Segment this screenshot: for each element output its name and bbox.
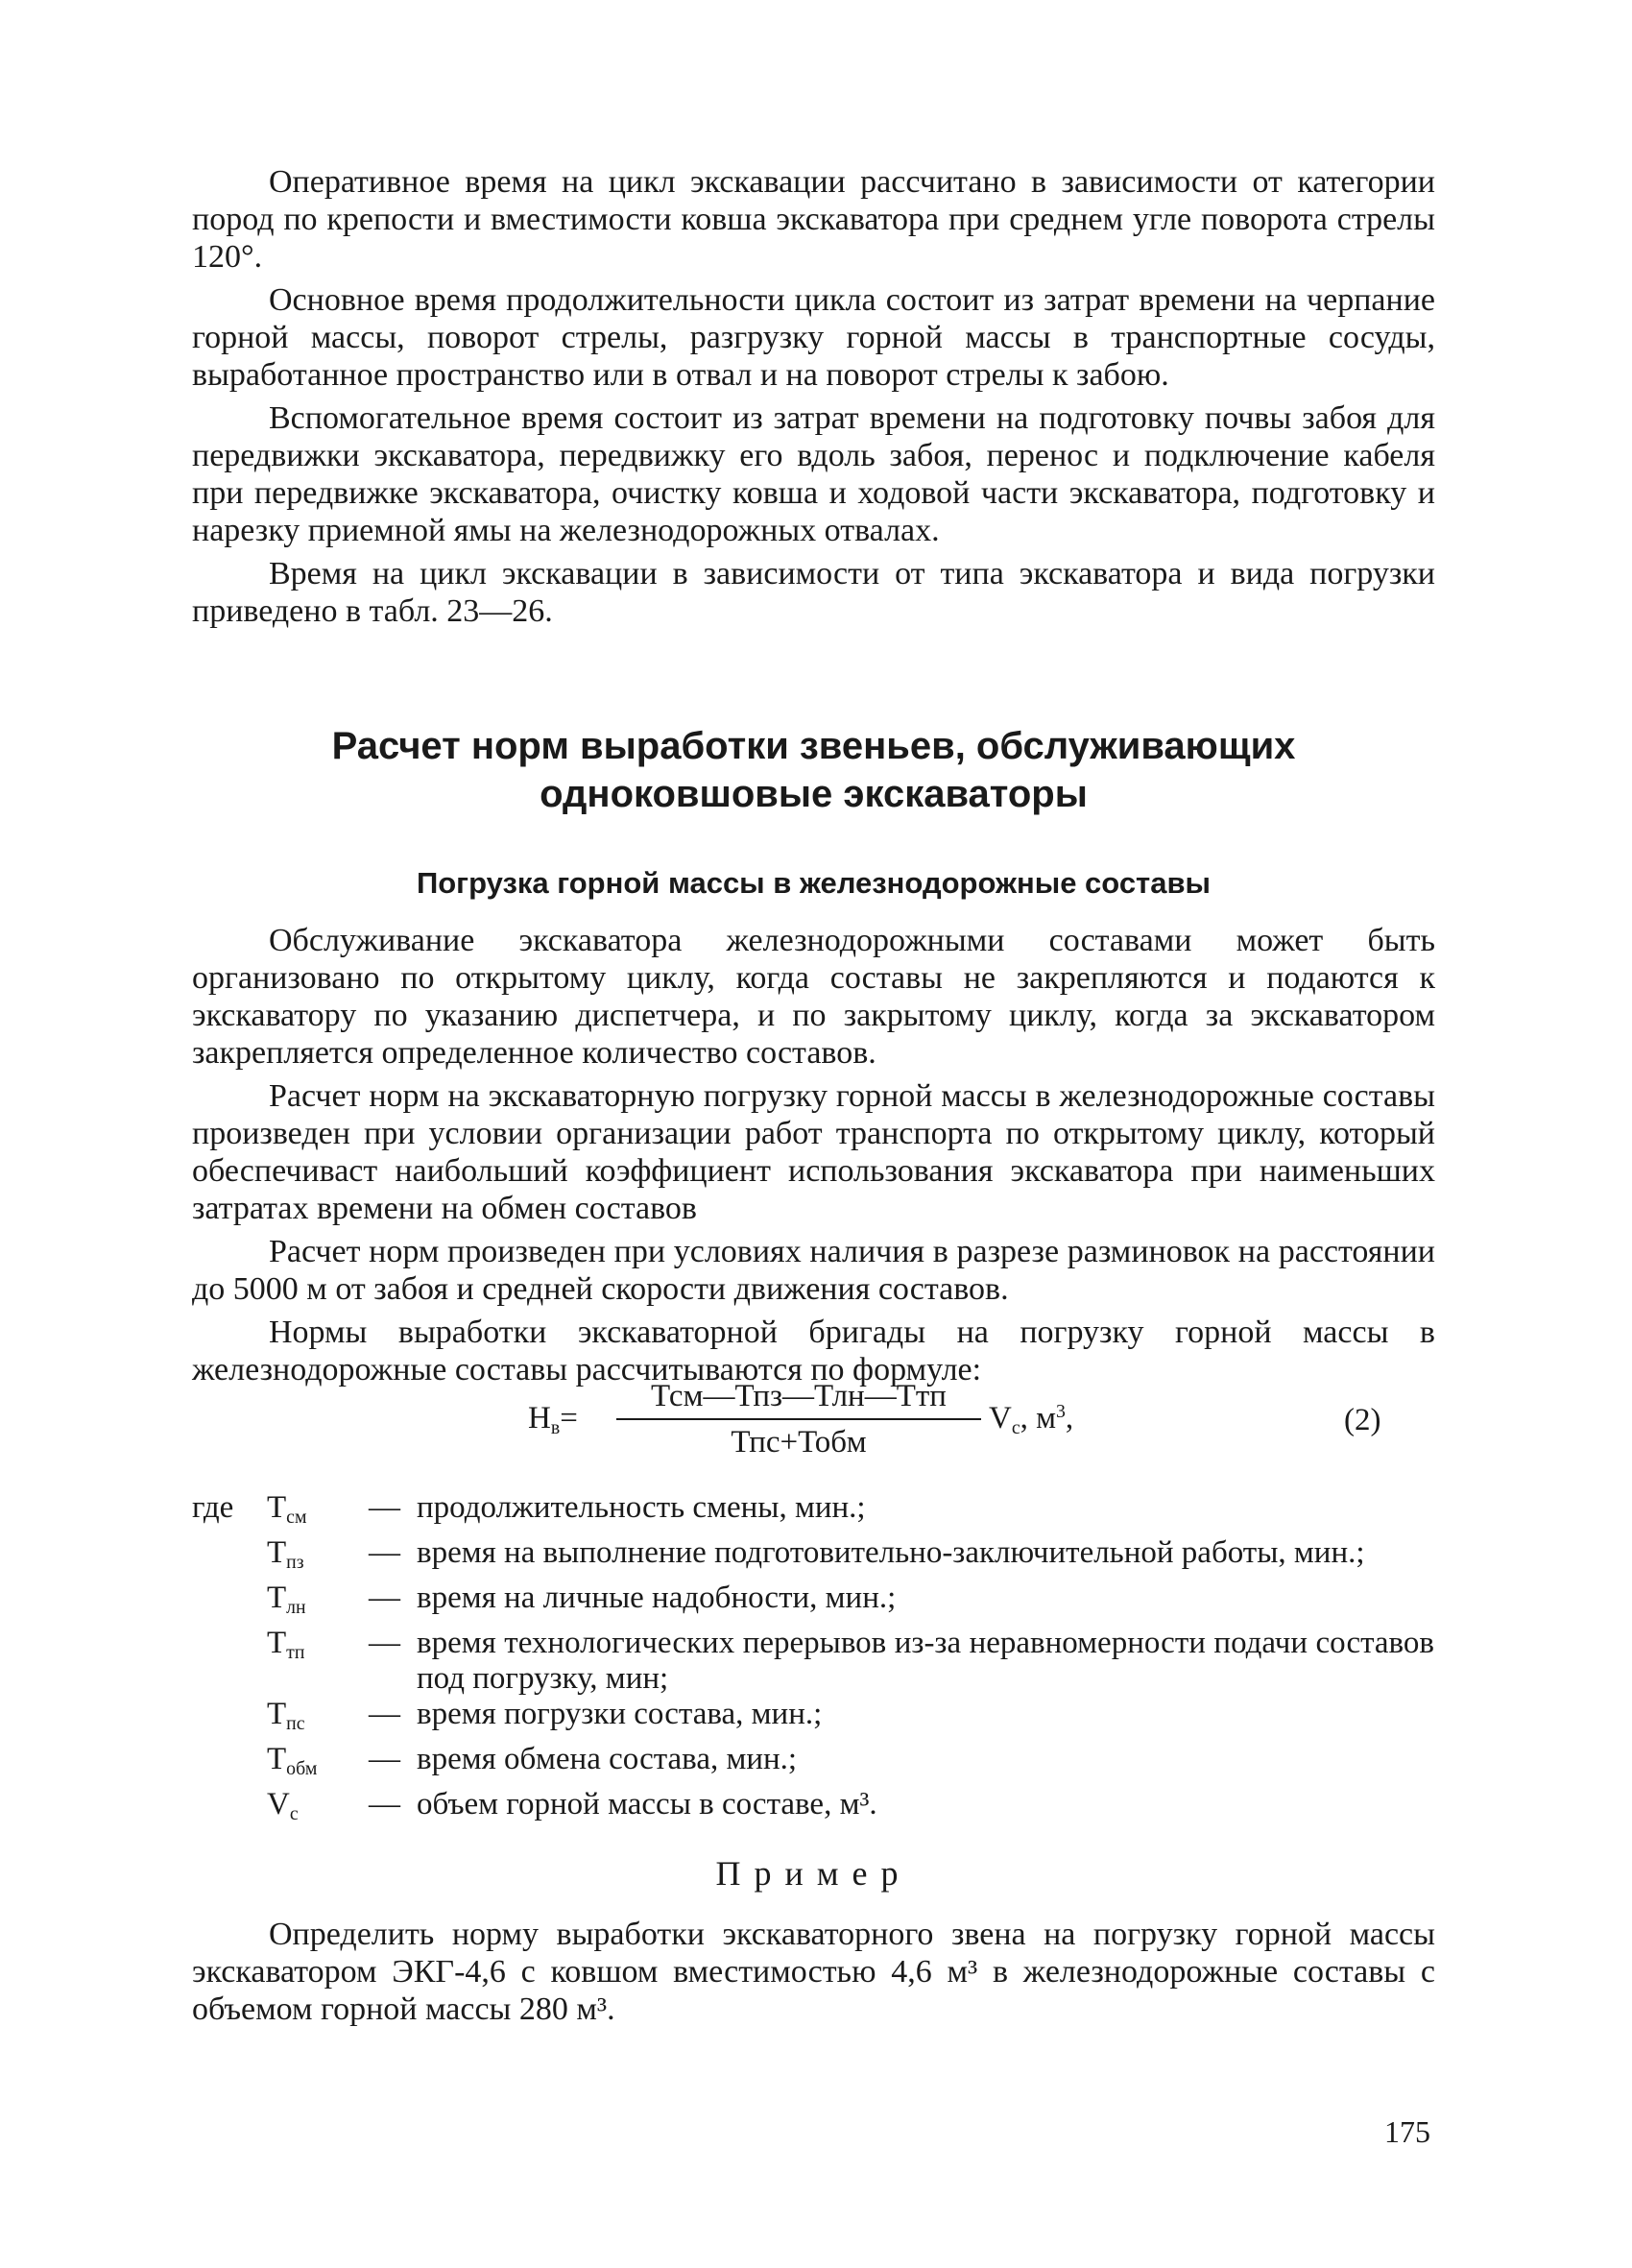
- paragraph: Обслуживание экскаватора железнодорожными составами может быть организовано по открытому циклу, когда составы не закрепляются и подаются к экскаватору по указанию диспетчера, и по закрытому циклу, когда за экскаватором закрепляется определенное количество составов.: [192, 923, 1435, 1071]
- definition-item: $Т_{тп}$ — время технологических перерывов из-за неравномерности подачи составов под погрузку, мин;: [267, 1625, 1434, 1696]
- paragraph: Расчет норм на экскаваторную погрузку горной массы в железнодорожные составы произведен при условии организации работ транспорта по открытому циклу, который обеспечиваст наибольший коэффициент использования экскаватора при наименьших затратах времени на обмен составов: [192, 1078, 1435, 1226]
- definition-symbol: $Т_{тп}$: [267, 1625, 305, 1663]
- intro-block: [192, 163, 1435, 630]
- definition-item: $Т_{обм}$ — время обмена состава, мин.;: [192, 1742, 1440, 1787]
- definition-item: где $Т_{см}$ — продолжительность смены, мин.;: [192, 1490, 1440, 1535]
- page-number: 175: [1384, 2114, 1430, 2149]
- definition-symbol: $Т_{пз}$: [267, 1534, 304, 1573]
- definitions-list: [192, 1490, 1440, 1832]
- definition-symbol: $Т_{см}$: [267, 1490, 307, 1528]
- formula: [528, 1378, 1392, 1460]
- definition-item: $Т_{пз}$ — время на выполнение подготовительно-заключительной работы, мин.;: [192, 1535, 1440, 1580]
- definition-symbol: $Т_{обм}$: [267, 1741, 318, 1779]
- definition-text: время технологических перерывов из-за неравномерности подачи составов под погрузку, мин;: [417, 1625, 1434, 1696]
- body-block: [192, 922, 1435, 1388]
- example-paragraph: Определить норму выработки экскаваторного звена на погрузку горной массы экскаватором ЭКГ-4,6 с ковшом вместимостью 4,6 м³ в железнодорожные составы с объемом горной массы 280 м³.: [192, 1917, 1435, 2027]
- definition-symbol: $Т_{лн}$: [267, 1580, 306, 1618]
- definition-text: время на выполнение подготовительно-заключительной работы, мин.;: [417, 1534, 1365, 1570]
- definition-text: время на личные надобности, мин.;: [417, 1580, 897, 1615]
- definition-item: $Т_{лн}$ — время на личные надобности, мин.;: [192, 1580, 1440, 1626]
- paragraph: Расчет норм произведен при условиях наличия в разрезе разминовок на расстоянии до 5000 м от забоя и средней скорости движения составов.: [192, 1234, 1435, 1307]
- definition-text: время обмена состава, мин.;: [417, 1741, 798, 1776]
- formula-denominator: Тпс+Тобм: [731, 1425, 867, 1460]
- formula-lhs: $Н_в=$: [528, 1401, 578, 1438]
- paragraph: Основное время продолжительности цикла состоит из затрат времени на черпание горной массы, поворот стрелы, разгрузку горной массы в транспортные сосуды, выработанное пространство или в отвал и на поворот стрелы к забою.: [192, 282, 1435, 393]
- example-heading: Пример: [715, 1854, 912, 1893]
- formula-rhs: $V_с$, $м^3$,: [989, 1401, 1074, 1438]
- equation-number: (2): [1344, 1403, 1381, 1437]
- definition-item: $Т_{пс}$ — время погрузки состава, мин.;: [192, 1697, 1440, 1742]
- paragraph: Нормы выработки экскаваторной бригады на погрузку горной массы в железнодорожные составы рассчитываются по формуле:: [192, 1315, 1435, 1387]
- definition-text: объем горной массы в составе, м³.: [417, 1786, 877, 1822]
- section-title: Расчет норм выработки звеньев, обслуживающих одноковшовые экскаваторы: [331, 725, 1296, 815]
- formula-fraction: [616, 1378, 981, 1460]
- definition-text: время погрузки состава, мин.;: [417, 1696, 823, 1731]
- definition-symbol: $Т_{пс}$: [267, 1696, 305, 1734]
- formula-numerator: Тсм—Тпз—Тлн—Ттп: [616, 1378, 981, 1420]
- paragraph: Время на цикл экскавации в зависимости от типа экскаватора и вида погрузки приведено в табл. 23—26.: [192, 556, 1435, 629]
- paragraph: Оперативное время на цикл экскавации рассчитано в зависимости от категории пород по крепости и вместимости ковша экскаватора при среднем угле поворота стрелы 120°.: [192, 164, 1435, 275]
- where-label: где: [192, 1490, 234, 1525]
- subsection-title: Погрузка горной массы в железнодорожные составы: [416, 866, 1212, 900]
- paragraph: Вспомогательное время состоит из затрат времени на подготовку почвы забоя для передвижки экскаватора, передвижку его вдоль забоя, перенос и подключение кабеля при передвижке экскаватора, очистку ковша и ходовой части экскаватора, подготовку и нарезку приемной ямы на железнодорожных отвалах.: [192, 400, 1435, 548]
- example-block: [192, 1916, 1435, 2028]
- definition-text: продолжительность смены, мин.;: [417, 1490, 866, 1525]
- definition-item: $V_с$ — объем горной массы в составе, м³.: [192, 1787, 1440, 1832]
- definition-symbol: $V_с$: [267, 1786, 299, 1824]
